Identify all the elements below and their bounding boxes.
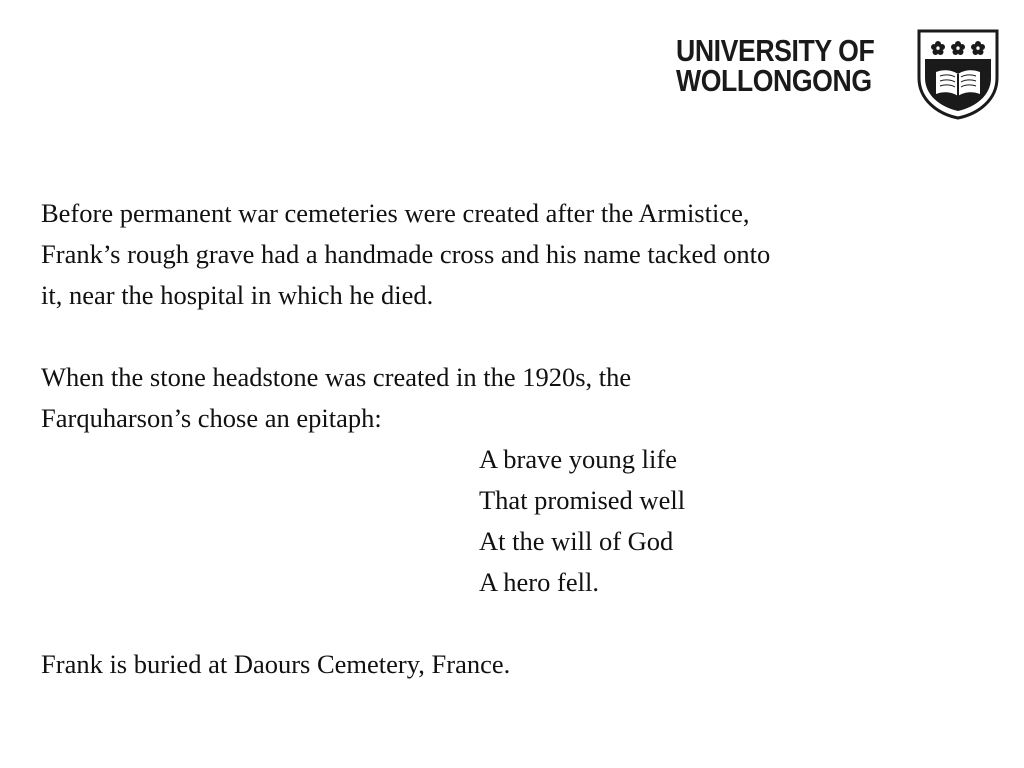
shield-crest-icon	[916, 28, 1000, 120]
epitaph-line: At the will of God	[479, 526, 674, 556]
logo-wordmark	[676, 33, 875, 98]
document-body	[41, 193, 921, 685]
university-logo	[676, 28, 1002, 122]
text-line: it, near the hospital in which he died.	[41, 280, 434, 310]
logo-line-2: WOLLONGONG	[676, 63, 872, 98]
text-line: When the stone headstone was created in the 1920s, the	[41, 362, 632, 392]
paragraph-burial	[41, 644, 921, 685]
text-line: Frank is buried at Daours Cemetery, France.	[41, 649, 511, 679]
logo-line-1: UNIVERSITY OF	[676, 33, 875, 68]
epitaph-poem	[479, 439, 921, 603]
paragraph-headstone	[41, 357, 921, 439]
epitaph-line: A brave young life	[479, 444, 677, 474]
text-line: Frank’s rough grave had a handmade cross and his name tacked onto	[41, 239, 771, 269]
epitaph-line: A hero fell.	[479, 567, 599, 597]
text-line: Before permanent war cemeteries were created after the Armistice,	[41, 198, 750, 228]
paragraph-grave	[41, 193, 921, 316]
text-line: Farquharson’s chose an epitaph:	[41, 403, 382, 433]
epitaph-line: That promised well	[479, 485, 686, 515]
